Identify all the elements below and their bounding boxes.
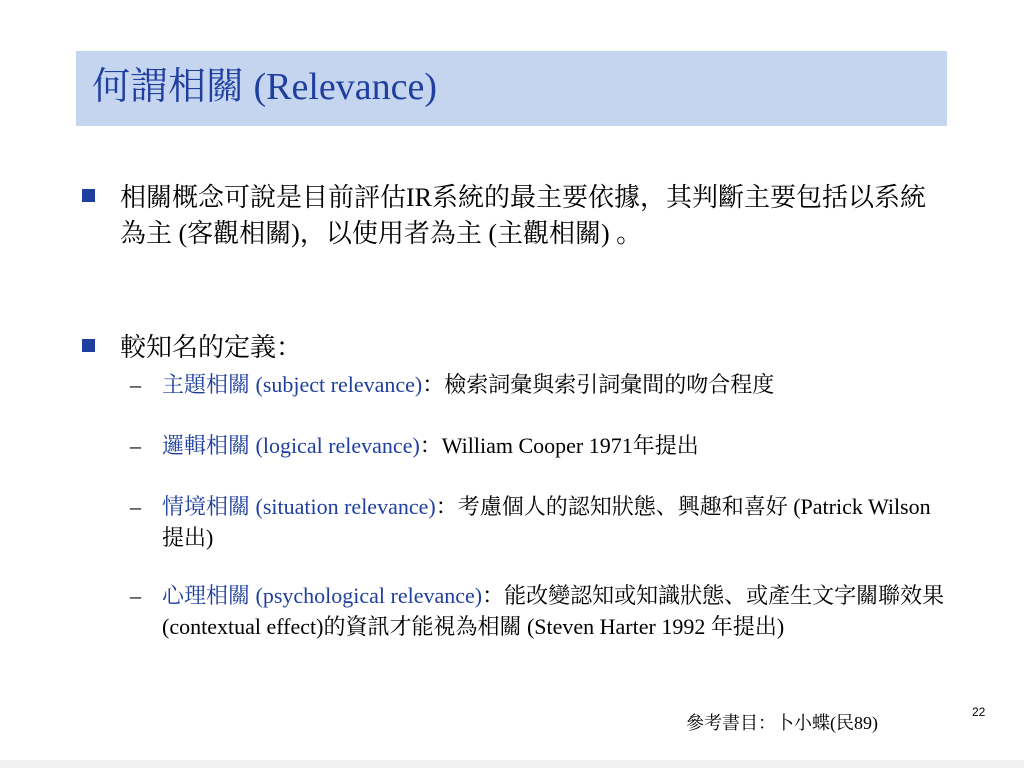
sub-item-text	[162, 369, 952, 400]
definition-desc: ：William Cooper 1971年提出	[419, 433, 699, 458]
title-bar	[76, 51, 947, 126]
definition-term: 心理相關 (psychological relevance)	[162, 583, 483, 608]
sub-item-text	[162, 491, 952, 553]
definition-desc: ：考慮個人的認知狀態、興趣和喜好 (Patrick Wilson提出)	[162, 494, 931, 550]
slide-title: 何謂相關 (Relevance)	[92, 66, 438, 108]
bullet-text: 相關概念可說是目前評估IR系統的最主要依據，其判斷主要包括以系統為主 (客觀相關)，以使用者為主 (主觀相關) 。	[120, 183, 927, 248]
dash-marker: –	[130, 372, 141, 397]
definition-term: 情境相關 (situation relevance)	[162, 494, 436, 519]
page-number: 22	[972, 705, 986, 719]
dash-marker: –	[130, 494, 141, 519]
reference-note: 參考書目：卜小蝶(民89)	[686, 713, 878, 733]
sub-item-text	[162, 580, 952, 642]
definition-desc: ：檢索詞彙與索引詞彙間的吻合程度	[422, 372, 775, 397]
dash-marker: –	[130, 583, 141, 608]
footer-band	[0, 760, 1024, 768]
square-bullet-icon	[82, 339, 95, 352]
sub-item-text	[162, 430, 952, 461]
definition-term: 邏輯相關 (logical relevance)	[162, 433, 420, 458]
definition-desc: ：能改變認知或知識狀態、或產生文字關聯效果(contextual effect)的資訊才能視為相關 (Steven Harter 1992 年提出)	[162, 583, 945, 639]
square-bullet-icon	[82, 189, 95, 202]
bullet-text: 較知名的定義：	[120, 333, 303, 362]
definition-term: 主題相關 (subject relevance)	[162, 372, 423, 397]
dash-marker: –	[130, 433, 141, 458]
